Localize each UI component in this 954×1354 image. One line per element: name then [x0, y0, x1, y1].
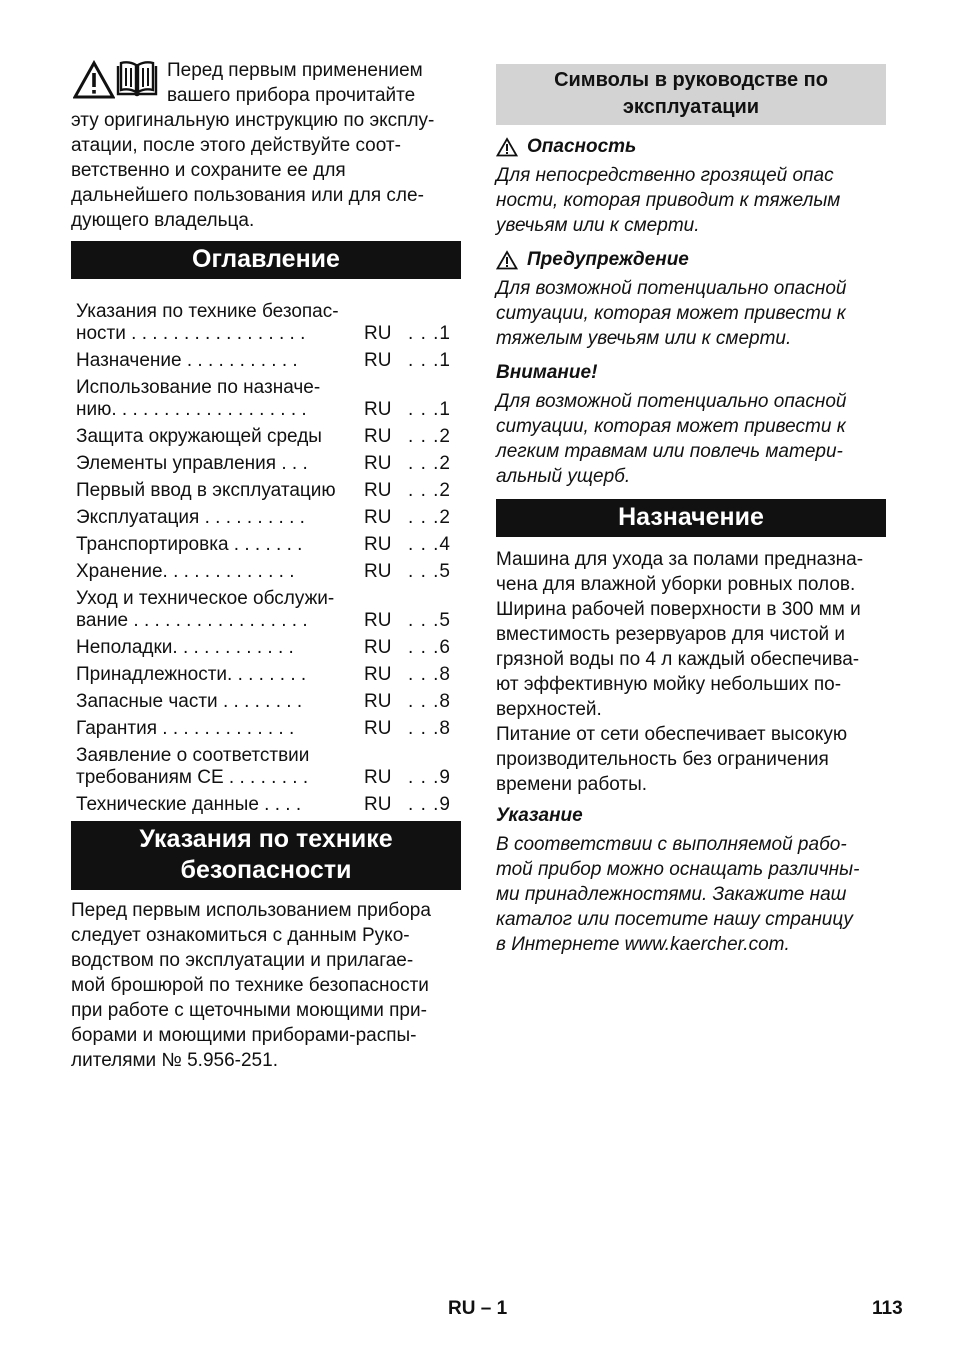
toc-entry-lang: RU	[364, 399, 392, 420]
toc-entry[interactable]	[76, 588, 460, 632]
toc-entry[interactable]	[76, 794, 460, 816]
toc-entry[interactable]	[76, 561, 460, 583]
toc-entry-page: . . .2	[408, 426, 451, 447]
text-line: ности, которая приводит к тяжелым	[496, 190, 841, 211]
note-text	[496, 832, 886, 957]
toc-entry-title-line1: Уход и техническое обслужи-	[76, 588, 335, 609]
purpose-paragraph	[496, 547, 886, 722]
text-line: Для возможной потенциально опасной	[496, 278, 847, 299]
text-line: производительность без ограничения	[496, 749, 829, 770]
warning-triangle-icon	[496, 137, 518, 157]
toc-entry[interactable]	[76, 350, 460, 372]
text-line: Ширина рабочей поверхности в 300 мм и	[496, 599, 861, 620]
safety-heading	[71, 821, 461, 890]
text-line: чена для влажной уборки ровных полов.	[496, 574, 856, 595]
toc-entry-title: Элементы управления . . .	[76, 453, 308, 474]
toc-entry-page: . . .2	[408, 507, 451, 528]
toc-entry-lang: RU	[364, 426, 392, 447]
table-of-contents	[76, 301, 460, 816]
toc-entry-title: Назначение . . . . . . . . . . .	[76, 350, 298, 371]
toc-entry-lang: RU	[364, 350, 392, 371]
text-line: ми принадлежностями. Закажите наш	[496, 884, 847, 905]
text-line: альный ущерб.	[496, 466, 631, 487]
toc-entry-page: . . .1	[408, 399, 451, 420]
text-line: увечьям или к смерти.	[496, 215, 700, 236]
text-line: Машина для ухода за полами предназна-	[496, 549, 864, 570]
caution-heading	[496, 360, 886, 385]
intro-icons	[71, 60, 161, 104]
toc-entry-title: вание . . . . . . . . . . . . . . . . .	[76, 610, 308, 631]
text-line: ситуации, которая может привести к	[496, 416, 846, 437]
text-line: мой брошюрой по технике безопасности	[71, 975, 429, 996]
toc-entry[interactable]	[76, 534, 460, 556]
toc-entry-title-line1: Указания по технике безопас-	[76, 301, 339, 322]
toc-entry[interactable]	[76, 664, 460, 686]
text-line: каталог или посетите нашу страницу	[496, 909, 853, 930]
toc-entry[interactable]	[76, 691, 460, 713]
text-line: грязной воды по 4 л каждый обеспечива-	[496, 649, 860, 670]
symbols-heading	[496, 64, 886, 125]
caution-label: Внимание!	[496, 362, 598, 383]
toc-entry-page: . . .5	[408, 561, 451, 582]
left-column	[71, 58, 461, 1073]
toc-entry-lang: RU	[364, 718, 392, 739]
text-line: Питание от сети обеспечивает высокую	[496, 724, 848, 745]
toc-entry-page: . . .4	[408, 534, 451, 555]
toc-entry-title: Неполадки. . . . . . . . . . . .	[76, 637, 294, 658]
toc-entry-title-line1: Использование по назначе-	[76, 377, 321, 398]
toc-entry-title: требованиям CE . . . . . . . .	[76, 767, 309, 788]
text-line: Для возможной потенциально опасной	[496, 391, 847, 412]
toc-heading: Оглавление	[71, 241, 461, 279]
toc-entry-title: Эксплуатация . . . . . . . . . .	[76, 507, 305, 528]
text-line: ситуации, которая может привести к	[496, 303, 846, 324]
toc-entry-page: . . .9	[408, 767, 451, 788]
toc-entry-title: Защита окружающей среды	[76, 426, 322, 447]
toc-entry-title: нию. . . . . . . . . . . . . . . . . . .	[76, 399, 307, 420]
text-line: в Интернете www.kaercher.com.	[496, 934, 790, 955]
intro-line: вашего прибора прочитайте	[167, 85, 416, 106]
symbols-heading-line: эксплуатации	[622, 96, 760, 118]
toc-entry-page: . . .9	[408, 794, 451, 815]
toc-entry[interactable]	[76, 426, 460, 448]
toc-entry-page: . . .8	[408, 691, 451, 712]
footer-page-number: 113	[872, 1298, 903, 1319]
intro-line: атации, после этого действуйте соот-	[71, 135, 401, 156]
text-line: времени работы.	[496, 774, 648, 795]
toc-entry-lang: RU	[364, 610, 392, 631]
toc-entry-lang: RU	[364, 664, 392, 685]
text-line: тяжелым увечьям или к смерти.	[496, 328, 792, 349]
toc-entry[interactable]	[76, 507, 460, 529]
toc-entry-page: . . .1	[408, 350, 451, 371]
text-line: борами и моющими приборами-распы-	[71, 1025, 417, 1046]
danger-heading	[496, 134, 886, 159]
toc-entry-lang: RU	[364, 767, 392, 788]
symbols-heading-line: Символы в руководстве по	[554, 69, 828, 91]
toc-entry-lang: RU	[364, 507, 392, 528]
toc-entry-lang: RU	[364, 480, 392, 501]
intro-line: эту оригинальную инструкцию по эксплу-	[71, 110, 435, 131]
text-line: ют эффективную мойку небольших по-	[496, 674, 842, 695]
toc-entry-page: . . .2	[408, 480, 451, 501]
text-line: лителями № 5.956-251.	[71, 1050, 278, 1071]
intro-paragraph	[71, 58, 461, 233]
toc-entry-title: Технические данные . . . .	[76, 794, 302, 815]
toc-entry-title: Хранение. . . . . . . . . . . . .	[76, 561, 295, 582]
toc-entry-title: Принадлежности. . . . . . . .	[76, 664, 307, 685]
purpose-heading: Назначение	[496, 499, 886, 537]
toc-entry[interactable]	[76, 480, 460, 502]
text-line: В соответствии с выполняемой рабо-	[496, 834, 847, 855]
text-line: Перед первым использованием прибора	[71, 900, 431, 921]
safety-heading-line: безопасности	[180, 856, 352, 884]
toc-entry-title-line1: Заявление о соответствии	[76, 745, 310, 766]
danger-text	[496, 163, 886, 238]
toc-entry-lang: RU	[364, 637, 392, 658]
toc-entry-page: . . .6	[408, 637, 451, 658]
toc-entry-page: . . .8	[408, 718, 451, 739]
toc-entry-title: ности . . . . . . . . . . . . . . . . .	[76, 323, 306, 344]
warning-triangle-icon	[73, 60, 115, 100]
toc-entry[interactable]	[76, 637, 460, 659]
footer-section-number: RU – 1	[448, 1298, 508, 1319]
safety-paragraph	[71, 898, 461, 1073]
intro-line: Перед первым применением	[167, 60, 423, 81]
warning-label: Предупреждение	[527, 249, 689, 270]
toc-entry-page: . . .8	[408, 664, 451, 685]
text-line: вместимость резервуаров для чистой и	[496, 624, 846, 645]
caution-text	[496, 389, 886, 489]
warning-triangle-icon	[496, 250, 518, 270]
toc-entry-title: Гарантия . . . . . . . . . . . . .	[76, 718, 295, 739]
toc-entry[interactable]	[76, 745, 460, 789]
note-label: Указание	[496, 805, 583, 826]
manual-book-icon	[115, 60, 159, 100]
toc-entry[interactable]	[76, 453, 460, 475]
toc-entry-lang: RU	[364, 534, 392, 555]
intro-line: дальнейшего пользования или для сле-	[71, 185, 424, 206]
text-line: Для непосредственно грозящей опас	[496, 165, 834, 186]
intro-line: ветственно и сохраните ее для	[71, 160, 346, 181]
toc-entry[interactable]	[76, 377, 460, 421]
toc-entry-page: . . .5	[408, 610, 451, 631]
toc-entry-lang: RU	[364, 561, 392, 582]
toc-entry-lang: RU	[364, 323, 392, 344]
toc-entry-title: Первый ввод в эксплуатацию	[76, 480, 336, 501]
intro-line: дующего владельца.	[71, 210, 255, 231]
text-line: следует ознакомиться с данным Руко-	[71, 925, 410, 946]
toc-entry[interactable]	[76, 718, 460, 740]
toc-entry-title: Транспортировка . . . . . . .	[76, 534, 303, 555]
text-line: при работе с щеточными моющими при-	[71, 1000, 427, 1021]
toc-entry[interactable]	[76, 301, 460, 345]
right-column	[496, 64, 886, 957]
toc-entry-title: Запасные части . . . . . . . .	[76, 691, 303, 712]
text-line: легким травмам или повлечь матери-	[496, 441, 843, 462]
toc-entry-lang: RU	[364, 794, 392, 815]
toc-entry-lang: RU	[364, 453, 392, 474]
warning-text	[496, 276, 886, 351]
text-line: водством по эксплуатации и прилагае-	[71, 950, 414, 971]
toc-entry-page: . . .1	[408, 323, 451, 344]
safety-heading-line: Указания по технике	[139, 825, 393, 853]
danger-label: Опасность	[527, 136, 637, 157]
toc-entry-lang: RU	[364, 691, 392, 712]
toc-entry-page: . . .2	[408, 453, 451, 474]
text-line: той прибор можно оснащать различны-	[496, 859, 860, 880]
warning-heading	[496, 247, 886, 272]
power-paragraph	[496, 722, 886, 797]
text-line: верхностей.	[496, 699, 602, 720]
